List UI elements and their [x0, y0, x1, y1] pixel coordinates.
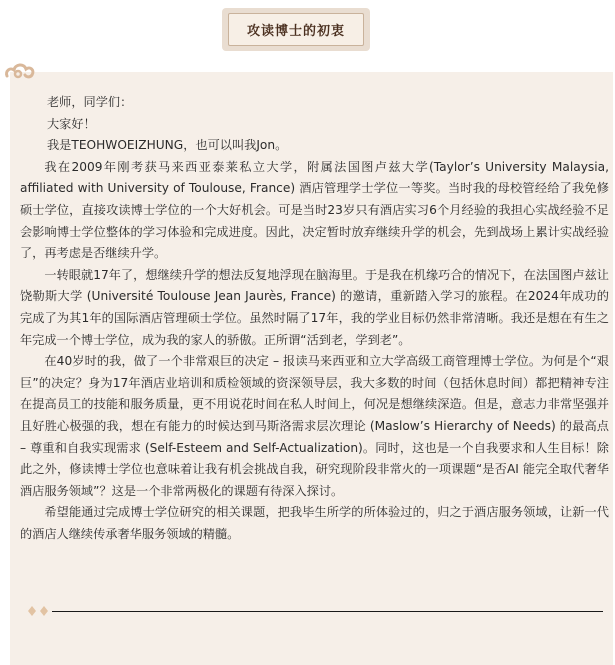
greeting-line: 老师，同学们：	[47, 95, 133, 109]
paragraph: 希望能通过完成博士学位研究的相关课题，把我毕生所学的所体验过的，归之于酒店服务领域，让新一代的酒店人继续传承奢华服务领域的精髓。	[20, 505, 609, 541]
letter-body	[20, 92, 609, 545]
paragraph: 我在2009年刚考获马来西亚泰莱私立大学，附属法国图卢兹大学(Taylor’s University Malaysia, affiliated with University of Toulouse, France) 酒店管理学士学位一等奖。当时我的母校管经给了我免修硕士学位，直接攻读博士学位的一个大好机会。可是当时23岁只有酒店实习6个月经验的我担心实战经验不足会影响博士学位整体的学习体验和完成进度。因此，决定暂时放弃继续升学的机会，先到战场上累计实战经验了，再考虑是否继续升学。	[20, 159, 609, 261]
page-title: 攻读博士的初衷	[228, 13, 364, 46]
divider	[52, 611, 603, 612]
diamond-ornament-icon	[27, 604, 53, 618]
title-banner	[222, 8, 370, 51]
paragraph: 在40岁时的我，做了一个非常艰巨的决定 – 报读马来西亚和立大学高级工商管理博士学位。为何是个“艰巨”的决定？身为17年酒店业培训和质检领域的资深领导层，我大多数的时间（包括休息时间）都把精神专注在提高员工的技能和服务质量，更不用说花时间在私人时间上，何况是想继续深造。但是，意志力非常坚强并且好胜心极强的我，想在有能力的时候达到马斯洛需求层次理论 (Maslow’s Hierarchy of Needs) 的最高点 – 尊重和自我实现需求 (Self-Esteem and Self-Actualization)。同时，这也是一个自我要求和人生目标！除此之外，修读博士学位也意味着让我有机会挑战自我，研究现阶段非常火的一项课题“是否AI 能完全取代奢华酒店服务领域”？这是一个非常两极化的课题有待深入探讨。	[20, 354, 609, 498]
intro-line: 我是TEOHWOEIZHUNG，也可以叫我Jon。	[47, 138, 288, 153]
greeting-line: 大家好！	[47, 116, 96, 131]
cloud-ornament-icon	[4, 60, 36, 82]
paragraph: 一转眼就17年了，想继续升学的想法反复地浮现在脑海里。于是我在机缘巧合的情况下，在法国图卢兹让饶勒斯大学 (Université Toulouse Jean Jaurès, France) 的邀请，重新踏入学习的旅程。在2024年成功的完成了为其1年的国际酒店管理硕士学位。虽然时隔了17年，我的学业目标仍然非常清晰。我还是想在有生之年完成一个博士学位，成为我的家人的骄傲。正所谓“活到老，学到老”。	[20, 267, 609, 347]
